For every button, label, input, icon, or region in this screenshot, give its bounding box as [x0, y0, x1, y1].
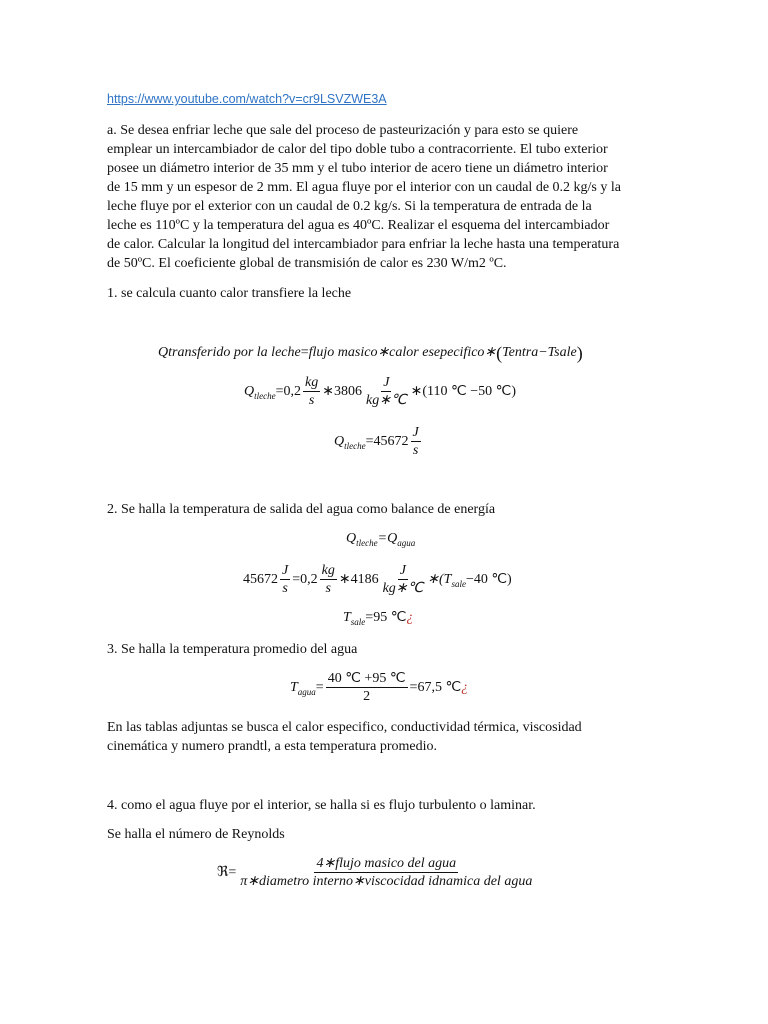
eq1-lhs: Qtransferido por la leche: [158, 344, 301, 360]
eq2-s: s: [308, 393, 315, 408]
eq5-close: −40 ℃): [465, 572, 512, 587]
eq7-sub: agua: [297, 686, 316, 697]
eq8-lhs: ℜ=: [217, 865, 237, 880]
eq2-mult: ∗3806: [322, 384, 362, 399]
eq3-q: Q: [334, 433, 345, 449]
step-1-heading: 1. se calcula cuanto calor transfiere la leche: [107, 286, 352, 301]
table-note-line: En las tablas adjuntas se busca el calor especifico, conductividad térmica, viscosidad: [107, 720, 582, 735]
eq5-sub: sale: [451, 578, 466, 589]
eq3-sub: tleche: [344, 440, 366, 451]
eq2-kgc: kg∗℃: [365, 393, 407, 408]
equation-heat-values: [244, 374, 516, 409]
eq3-frac: [411, 424, 421, 459]
eq1-equals: =: [300, 344, 309, 360]
equation-outlet-result: [343, 609, 413, 626]
problem-line: posee un diámetro interior de 35 mm y el tubo interior de acero tiene un diámetro interior: [107, 161, 608, 176]
eq2-frac-j-kgc: [364, 374, 409, 409]
youtube-link[interactable]: https://www.youtube.com/watch?v=cr9LSVZWE3A: [107, 92, 387, 106]
eq7-mark: ¿: [461, 679, 469, 695]
equation-heat-definition: [158, 344, 583, 361]
step-4-heading: 4. como el agua fluye por el interior, se halla si es flujo turbulento o laminar.: [107, 798, 536, 813]
eq3-s: s: [412, 443, 419, 458]
eq7-frac: [326, 670, 408, 705]
equation-reynolds: [217, 855, 536, 890]
eq3-val: =45672: [365, 433, 409, 449]
eq2-j: J: [383, 375, 390, 390]
eq8-frac: [238, 855, 534, 890]
eq4-sub1: tleche: [356, 538, 378, 548]
eq5-kgc: kg∗℃: [382, 581, 424, 596]
eq6-mark: ¿: [406, 609, 414, 625]
eq5-j2: J: [399, 563, 407, 578]
problem-line: leche es 110ºC y la temperatura del agua es 40ºC. Realizar el esquema del intercambiador: [107, 218, 610, 233]
eq7-num: 40 ℃ +95 ℃: [327, 671, 406, 686]
eq1-paren-close: ): [576, 342, 583, 363]
eq7-den: 2: [363, 689, 371, 704]
eq3-j: J: [412, 425, 419, 440]
eq5-eq: =0,2: [292, 571, 318, 587]
eq6-sub: sale: [350, 616, 366, 627]
problem-line: a. Se desea enfriar leche que sale del proceso de pasteurización y para esto se quiere: [107, 123, 579, 138]
eq5-open: ∗(T: [427, 572, 452, 587]
table-note-line: cinemática y numero prandtl, a esta temperatura promedio.: [107, 739, 438, 754]
eq6-val: =95 ℃: [365, 610, 407, 625]
eq4-sub2: agua: [397, 538, 416, 548]
eq2-frac-kg-s: [303, 374, 320, 409]
eq5-frac-j-s: [280, 562, 290, 597]
eq5-lead: 45672: [243, 571, 278, 587]
eq5-s: s: [282, 581, 288, 596]
problem-line: leche fluye por el exterior con un caudal de 0.2 kg/s. Si la temperatura de entrada de la: [107, 199, 592, 214]
step-2-heading: 2. Se halla la temperatura de salida del agua como balance de energía: [107, 502, 496, 517]
eq5-j: J: [282, 563, 289, 578]
eq2-sub: tleche: [254, 390, 276, 401]
eq7-eq: =: [315, 679, 324, 695]
eq7-val: =67,5 ℃: [409, 680, 462, 695]
equation-heat-result: [334, 424, 423, 459]
problem-statement: [107, 121, 667, 273]
eq2-q: Q: [244, 383, 255, 399]
problem-line: de calor. Calcular la longitud del intercambiador para enfriar la leche hasta una temperatura: [107, 237, 620, 252]
equation-water-outlet: [243, 562, 512, 597]
problem-line: de 50ºC. El coeficiente global de transmisión de calor es 230 W/m2 ºC.: [107, 256, 507, 271]
eq2-kg: kg: [305, 375, 319, 390]
eq7-t: T: [290, 679, 298, 695]
equation-energy-balance: [346, 531, 415, 547]
eq5-s2: s: [325, 581, 331, 596]
table-note: [107, 718, 667, 756]
problem-line: emplear un intercambiador de calor del tipo doble tubo a contracorriente. El tubo exterior: [107, 142, 608, 157]
eq5-mult: ∗4186: [338, 572, 379, 587]
eq8-num: 4∗flujo masico del agua: [316, 856, 457, 871]
step-5-heading: Se halla el número de Reynolds: [107, 827, 285, 842]
eq1-paren-open: (: [496, 342, 503, 363]
problem-line: de 15 mm y un espesor de 2 mm. El agua fluye por el interior con un caudal de 0.2 kg/s y la: [107, 180, 621, 195]
eq2-tail: ∗(110 ℃ −50 ℃): [410, 384, 517, 399]
equation-average-temp: [290, 670, 468, 705]
step-3-heading: 3. Se halla la temperatura promedio del agua: [107, 642, 358, 657]
eq5-frac-j-kgc: [381, 562, 426, 597]
eq8-den: π∗diametro interno∗viscocidad idnamica del agua: [240, 874, 533, 889]
eq4-eq: =Q: [377, 531, 398, 546]
eq2-eq: =0,2: [275, 383, 302, 399]
eq5-kg: kg: [321, 563, 335, 578]
eq1-rhs: flujo masico∗calor esepecifico∗: [308, 345, 497, 360]
eq6-t: T: [343, 609, 351, 625]
eq4-q1: Q: [346, 531, 357, 546]
eq5-frac-kg-s: [320, 562, 337, 597]
eq1-paren: Tentra−Tsale: [502, 344, 577, 360]
